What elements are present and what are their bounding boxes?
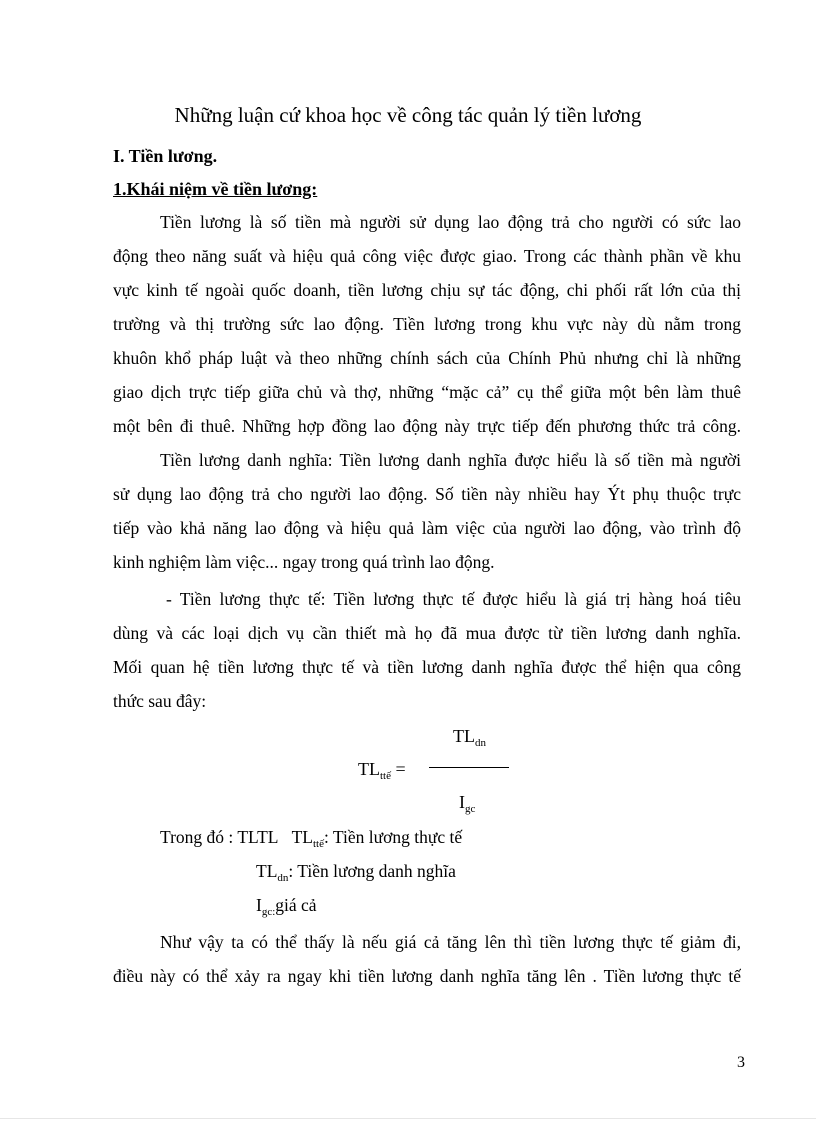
- text-line: điều này có thể xảy ra ngay khi tiền lương danh nghĩa tăng lên . Tiền lương thực tế: [113, 966, 741, 986]
- paragraph-nominal-wage: [113, 443, 741, 579]
- text-line: - Tiền lương thực tế: Tiền lương thực tế được hiểu là giá trị hàng hoá tiêu: [166, 589, 741, 609]
- text-line: Như vậy ta có thể thấy là nếu giá cả tăng lên thì tiền lương thực tế giảm đi,: [160, 932, 741, 952]
- text-line: động theo năng suất và hiệu quả công việc được giao. Trong các thành phần về khu: [113, 246, 741, 266]
- section-heading: I. Tiền lương.: [113, 146, 218, 166]
- page-bottom-edge: [0, 1118, 816, 1119]
- text-line: vực kinh tế ngoài quốc doanh, tiền lương chịu sự tác động, chi phối rất lớn của thị: [113, 280, 741, 300]
- paragraph-definition: [113, 205, 741, 443]
- text-line: Tiền lương là số tiền mà người sử dụng lao động trả cho người có sức lao: [160, 212, 741, 232]
- page-title: Những luận cứ khoa học về công tác quản lý tiền lương: [174, 103, 642, 127]
- text-line: giao dịch trực tiếp giữa chủ và thợ, những “mặc cả” cụ thể giữa một bên làm thuê: [113, 382, 741, 402]
- formula-numerator: $TL_{dn}$: [453, 726, 486, 749]
- formula-denominator: $I_{gc}$: [459, 792, 476, 815]
- page-number: 3: [737, 1054, 745, 1071]
- definition-line-nominal: $TL_{dn}$: Tiền lương danh nghĩa: [256, 861, 456, 884]
- text-line: tiếp vào khả năng lao động và hiệu quả làm việc của người lao động, vào trình độ: [113, 518, 741, 538]
- fraction-bar: [429, 767, 509, 768]
- text-line: Tiền lương danh nghĩa: Tiền lương danh nghĩa được hiểu là số tiền mà người: [160, 450, 741, 470]
- paragraph-real-wage: [113, 582, 741, 718]
- text-line: khuôn khổ pháp luật và theo những chính sách của Chính Phủ nhưng chỉ là những: [113, 348, 741, 368]
- text-line: thức sau đây:: [113, 691, 207, 711]
- text-line: sử dụng lao động trả cho người lao động. Số tiền này nhiều hay Ýt phụ thuộc trực: [113, 484, 741, 504]
- subsection-heading: 1.Khái niệm về tiền lương:: [113, 179, 318, 199]
- text-line: Mối quan hệ tiền lương thực tế và tiền lương danh nghĩa được thể hiện qua công: [113, 657, 741, 677]
- definition-line-real: Trong đó : TLTL $TL_{ttế}$: Tiền lương thực tế: [160, 827, 463, 850]
- text-line: một bên đi thuê. Những hợp đồng lao động này trực tiếp đến phương thức trả công.: [113, 416, 741, 436]
- text-line: trường và thị trường sức lao động. Tiền lương trong khu vực này dù nằm trong: [113, 314, 741, 334]
- text-line: dùng và các loại dịch vụ cần thiết mà họ đã mua được từ tiền lương danh nghĩa.: [113, 623, 741, 643]
- definition-line-price: $I_{gc:}giá$ cả: [256, 895, 317, 918]
- text-line: kinh nghiệm làm việc... ngay trong quá trình lao động.: [113, 552, 495, 572]
- formula-lhs: $TL_{ttế}$ =: [358, 759, 406, 782]
- paragraph-conclusion: [113, 925, 741, 993]
